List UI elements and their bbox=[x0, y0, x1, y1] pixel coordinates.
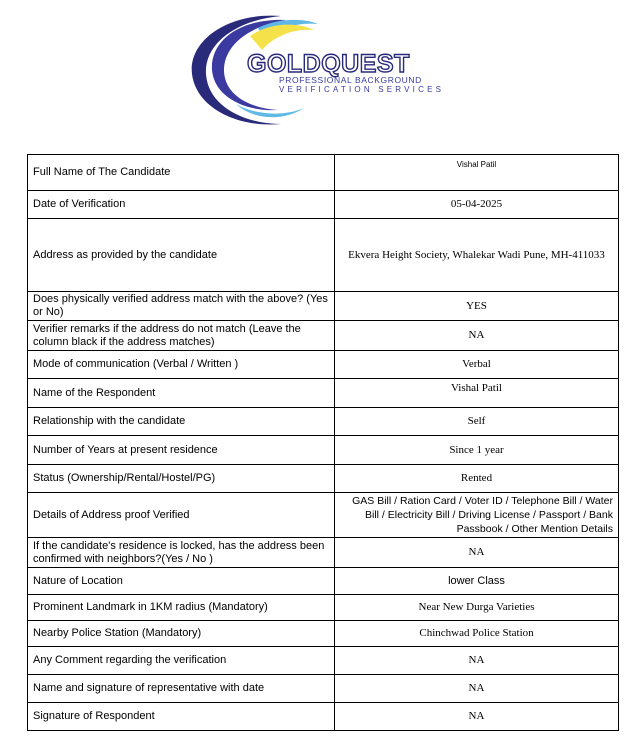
row-value-years-at-residence: Since 1 year bbox=[335, 436, 619, 465]
row-label-residence-locked: If the candidate's residence is locked, has the address been confirmed with neighbors?(Yes / No ) bbox=[28, 538, 335, 568]
row-value-mode-of-communication: Verbal bbox=[335, 351, 619, 379]
row-value-address: Ekvera Height Society, Whalekar Wadi Pune, MH-411033 bbox=[335, 219, 619, 292]
row-label-nature-of-location: Nature of Location bbox=[28, 568, 335, 595]
row-value-verifier-remarks: NA bbox=[335, 321, 619, 351]
table-row bbox=[28, 465, 619, 493]
row-label-date: Date of Verification bbox=[28, 191, 335, 219]
row-label-verifier-remarks: Verifier remarks if the address do not match (Leave the column black if the address matches) bbox=[28, 321, 335, 351]
row-label-landmark: Prominent Landmark in 1KM radius (Mandatory) bbox=[28, 595, 335, 621]
brand-tagline-2: VERIFICATION SERVICES bbox=[279, 85, 445, 94]
table-row bbox=[28, 379, 619, 408]
table-row bbox=[28, 408, 619, 436]
row-label-years-at-residence: Number of Years at present residence bbox=[28, 436, 335, 465]
row-label-address-proof: Details of Address proof Verified bbox=[28, 493, 335, 538]
row-label-respondent-signature: Signature of Respondent bbox=[28, 703, 335, 731]
row-label-address-match: Does physically verified address match with the above? (Yes or No) bbox=[28, 292, 335, 321]
row-label-full-name: Full Name of The Candidate bbox=[28, 155, 335, 191]
table-row bbox=[28, 351, 619, 379]
row-value-address-proof: GAS Bill / Ration Card / Voter ID / Telephone Bill / Water Bill / Electricity Bill / Driving License / Passport / Bank Passbook / Other Mention Details bbox=[335, 493, 619, 538]
row-label-mode-of-communication: Mode of communication (Verbal / Written ) bbox=[28, 351, 335, 379]
table-row bbox=[28, 647, 619, 675]
row-value-respondent-name: Vishal Patil bbox=[335, 379, 619, 408]
row-label-comment: Any Comment regarding the verification bbox=[28, 647, 335, 675]
header-logo-area bbox=[0, 0, 626, 150]
row-label-representative-signature: Name and signature of representative with date bbox=[28, 675, 335, 703]
table-row bbox=[28, 538, 619, 568]
row-value-residence-locked: NA bbox=[335, 538, 619, 568]
row-label-respondent-name: Name of the Respondent bbox=[28, 379, 335, 408]
row-value-relationship: Self bbox=[335, 408, 619, 436]
row-value-police-station: Chinchwad Police Station bbox=[335, 621, 619, 647]
table-row bbox=[28, 621, 619, 647]
table-row bbox=[28, 321, 619, 351]
row-value-full-name: Vishal Patil bbox=[335, 155, 619, 191]
table-row bbox=[28, 703, 619, 731]
table-row bbox=[28, 292, 619, 321]
table-row bbox=[28, 436, 619, 465]
row-value-status: Rented bbox=[335, 465, 619, 493]
row-label-relationship: Relationship with the candidate bbox=[28, 408, 335, 436]
table-row bbox=[28, 675, 619, 703]
table-row bbox=[28, 568, 619, 595]
table-row bbox=[28, 219, 619, 292]
table-row bbox=[28, 155, 619, 191]
row-value-comment: NA bbox=[335, 647, 619, 675]
table-row bbox=[28, 595, 619, 621]
brand-text bbox=[247, 51, 444, 95]
table-row bbox=[28, 493, 619, 538]
row-value-date: 05-04-2025 bbox=[335, 191, 619, 219]
row-value-address-match: YES bbox=[335, 292, 619, 321]
row-value-landmark: Near New Durga Varieties bbox=[335, 595, 619, 621]
table-row bbox=[28, 191, 619, 219]
brand-tagline-1: PROFESSIONAL BACKGROUND bbox=[279, 75, 422, 85]
brand-name: GOLDQUEST bbox=[247, 50, 410, 78]
verification-report-table bbox=[27, 154, 619, 731]
row-label-status: Status (Ownership/Rental/Hostel/PG) bbox=[28, 465, 335, 493]
row-value-representative-signature: NA bbox=[335, 675, 619, 703]
row-value-nature-of-location: lower Class bbox=[335, 568, 619, 595]
row-label-address: Address as provided by the candidate bbox=[28, 219, 335, 292]
row-value-respondent-signature: NA bbox=[335, 703, 619, 731]
row-label-police-station: Nearby Police Station (Mandatory) bbox=[28, 621, 335, 647]
